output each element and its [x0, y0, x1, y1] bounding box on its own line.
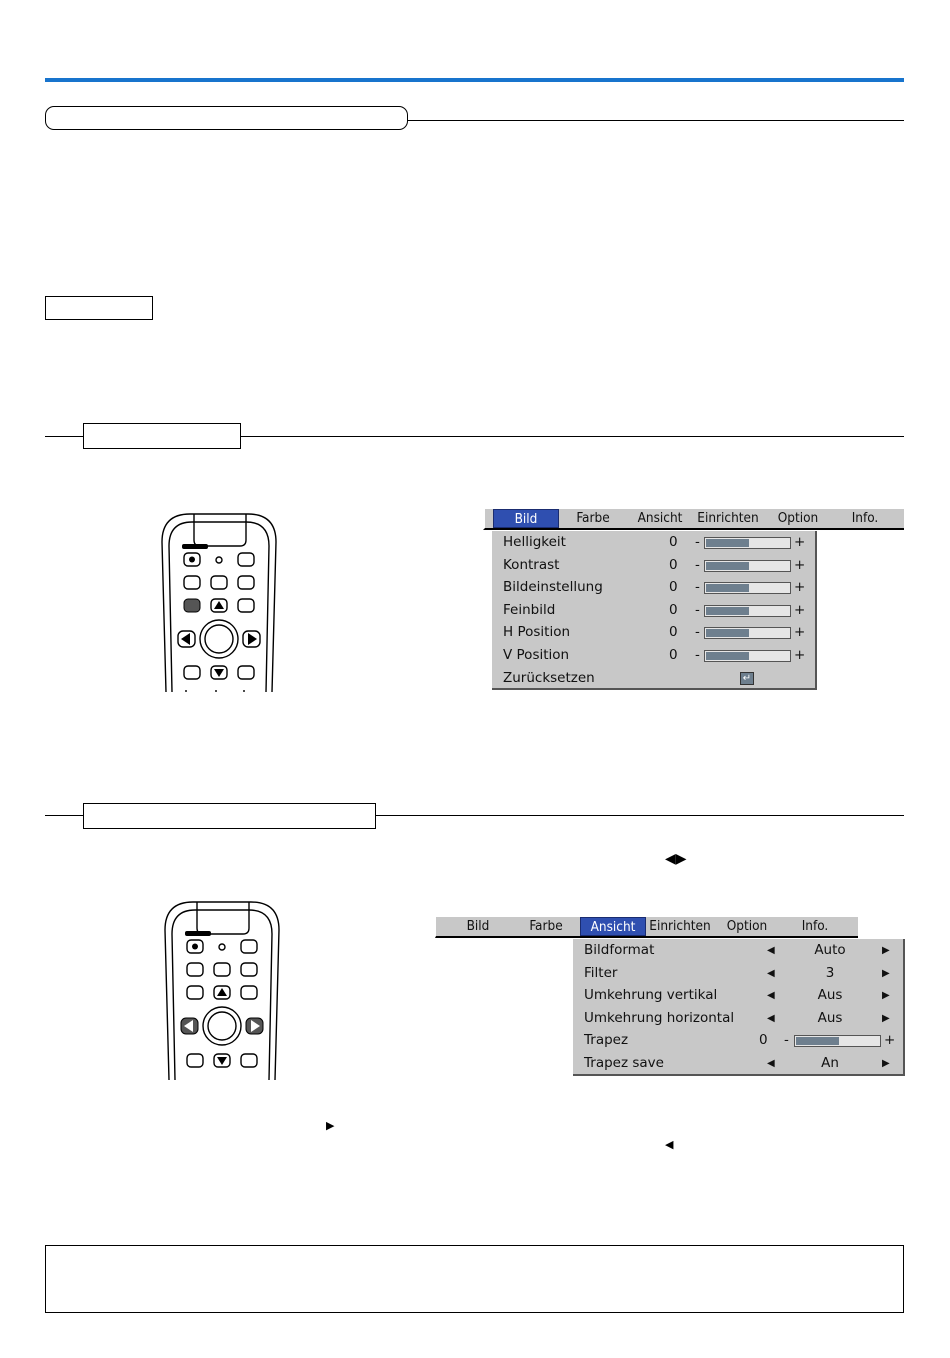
row-label: Trapez: [584, 1032, 629, 1049]
left-arrow-icon: ◀: [665, 1138, 674, 1151]
trapez-row[interactable]: [573, 1030, 903, 1052]
row-value: 0: [669, 624, 678, 641]
row-value: 0: [669, 601, 678, 618]
plus-label: +: [794, 601, 806, 618]
menu-row[interactable]: [492, 555, 815, 577]
menu-row[interactable]: [492, 622, 815, 644]
row-label: Umkehrung vertikal: [584, 987, 718, 1004]
left-arrow-icon[interactable]: ◀: [767, 990, 775, 1002]
menu-row[interactable]: [492, 600, 815, 622]
tab-farbe[interactable]: Farbe: [529, 918, 563, 934]
subsection-rule-left: [45, 436, 83, 437]
tab-info[interactable]: Info.: [801, 918, 829, 934]
row-value: 3: [825, 964, 835, 981]
right-arrow-icon[interactable]: ▶: [882, 945, 890, 956]
note-label-box: [45, 296, 153, 320]
remote-control-icon: [160, 512, 278, 692]
plus-label: +: [794, 579, 806, 596]
subsection-rule-left-2: [45, 815, 83, 816]
level-slider[interactable]: [794, 1035, 881, 1047]
level-slider[interactable]: [704, 582, 791, 594]
slider-fill: [706, 584, 749, 592]
row-value: Aus: [817, 987, 843, 1004]
row-value: 0: [669, 534, 678, 550]
right-arrow-icon[interactable]: ▶: [882, 990, 890, 1002]
tab-option[interactable]: Option: [726, 918, 768, 934]
tab-einrichten[interactable]: Einrichten: [697, 510, 759, 526]
tab-ansicht[interactable]: Ansicht: [580, 917, 646, 936]
row-label: Umkehrung horizontal: [584, 1009, 735, 1026]
row-value: An: [821, 1055, 839, 1071]
section-title-box: [45, 106, 408, 130]
minus-label: -: [695, 624, 700, 641]
right-arrow-icon: ▶: [326, 1119, 335, 1132]
menu2-panel: [573, 939, 905, 1076]
minus-label: -: [695, 601, 700, 618]
row-label: Bildformat: [584, 942, 655, 958]
row-value: 0: [669, 647, 678, 663]
reset-row[interactable]: [492, 668, 815, 690]
plus-label: +: [794, 556, 806, 573]
menu-row[interactable]: [492, 577, 815, 599]
remote-control-icon: [163, 900, 281, 1080]
menu-row[interactable]: [492, 645, 815, 667]
tab-bild[interactable]: Bild: [493, 509, 559, 528]
subsection-rule-right: [241, 436, 904, 437]
plus-label: +: [794, 647, 806, 663]
menu-row[interactable]: [573, 985, 903, 1007]
tab-farbe[interactable]: Farbe: [576, 510, 610, 526]
minus-label: -: [784, 1032, 789, 1049]
slider-fill: [706, 652, 749, 660]
menu-row[interactable]: [492, 532, 815, 554]
left-arrow-icon[interactable]: ◀: [767, 967, 775, 979]
row-value: Auto: [814, 942, 846, 958]
left-arrow-icon[interactable]: ◀: [767, 1012, 775, 1024]
row-label: H Position: [503, 624, 571, 641]
menu1-tabbar: [483, 509, 904, 530]
level-slider[interactable]: [704, 560, 791, 572]
tab-option[interactable]: Option: [777, 510, 819, 526]
right-arrow-icon[interactable]: ▶: [882, 1058, 890, 1069]
menu-row[interactable]: [573, 1008, 903, 1030]
slider-fill: [706, 629, 749, 637]
enter-key-icon[interactable]: ↵: [740, 672, 754, 685]
slider-fill: [796, 1037, 839, 1045]
tab-bild[interactable]: Bild: [466, 918, 490, 934]
row-value: 0: [669, 579, 678, 596]
header-rule: [45, 78, 904, 82]
row-value: 0: [759, 1032, 768, 1049]
subsection-rule-right-2: [376, 815, 904, 816]
minus-label: -: [695, 647, 700, 663]
menu-row[interactable]: [573, 963, 903, 985]
row-value: Aus: [817, 1009, 843, 1026]
left-right-arrows-icon: ◀▶: [665, 851, 687, 867]
minus-label: -: [695, 534, 700, 550]
section-rule: [408, 120, 904, 121]
subsection-title-box-1: [83, 423, 241, 449]
slider-fill: [706, 607, 749, 615]
plus-label: +: [794, 534, 806, 550]
tab-info[interactable]: Info.: [851, 510, 879, 526]
right-arrow-icon[interactable]: ▶: [882, 1012, 890, 1024]
level-slider[interactable]: [704, 650, 791, 662]
trapez-save-row[interactable]: [573, 1053, 903, 1075]
row-label: Feinbild: [503, 601, 556, 618]
row-label: Bildeinstellung: [503, 579, 603, 596]
row-label: V Position: [503, 647, 570, 663]
level-slider[interactable]: [704, 627, 791, 639]
menu2-tabbar: [435, 917, 858, 938]
note-box: [45, 1245, 904, 1313]
row-label: Filter: [584, 964, 618, 981]
slider-fill: [706, 562, 749, 570]
slider-fill: [706, 539, 749, 547]
right-arrow-icon[interactable]: ▶: [882, 967, 890, 979]
row-label: Trapez save: [584, 1055, 664, 1071]
minus-label: -: [695, 579, 700, 596]
tab-einrichten[interactable]: Einrichten: [649, 918, 711, 934]
plus-label: +: [794, 624, 806, 641]
level-slider[interactable]: [704, 537, 791, 549]
left-arrow-icon[interactable]: ◀: [767, 945, 775, 956]
row-label: Kontrast: [503, 556, 560, 573]
left-arrow-icon[interactable]: ◀: [767, 1058, 775, 1069]
plus-label: +: [884, 1032, 896, 1049]
tab-ansicht[interactable]: Ansicht: [637, 510, 683, 526]
row-value: 0: [669, 556, 678, 573]
row-label: Helligkeit: [503, 534, 566, 550]
minus-label: -: [695, 556, 700, 573]
reset-label: Zurücksetzen: [503, 669, 595, 686]
menu1-panel: [492, 531, 817, 690]
level-slider[interactable]: [704, 605, 791, 617]
subsection-title-box-2: [83, 803, 376, 829]
menu-row[interactable]: [573, 940, 903, 962]
